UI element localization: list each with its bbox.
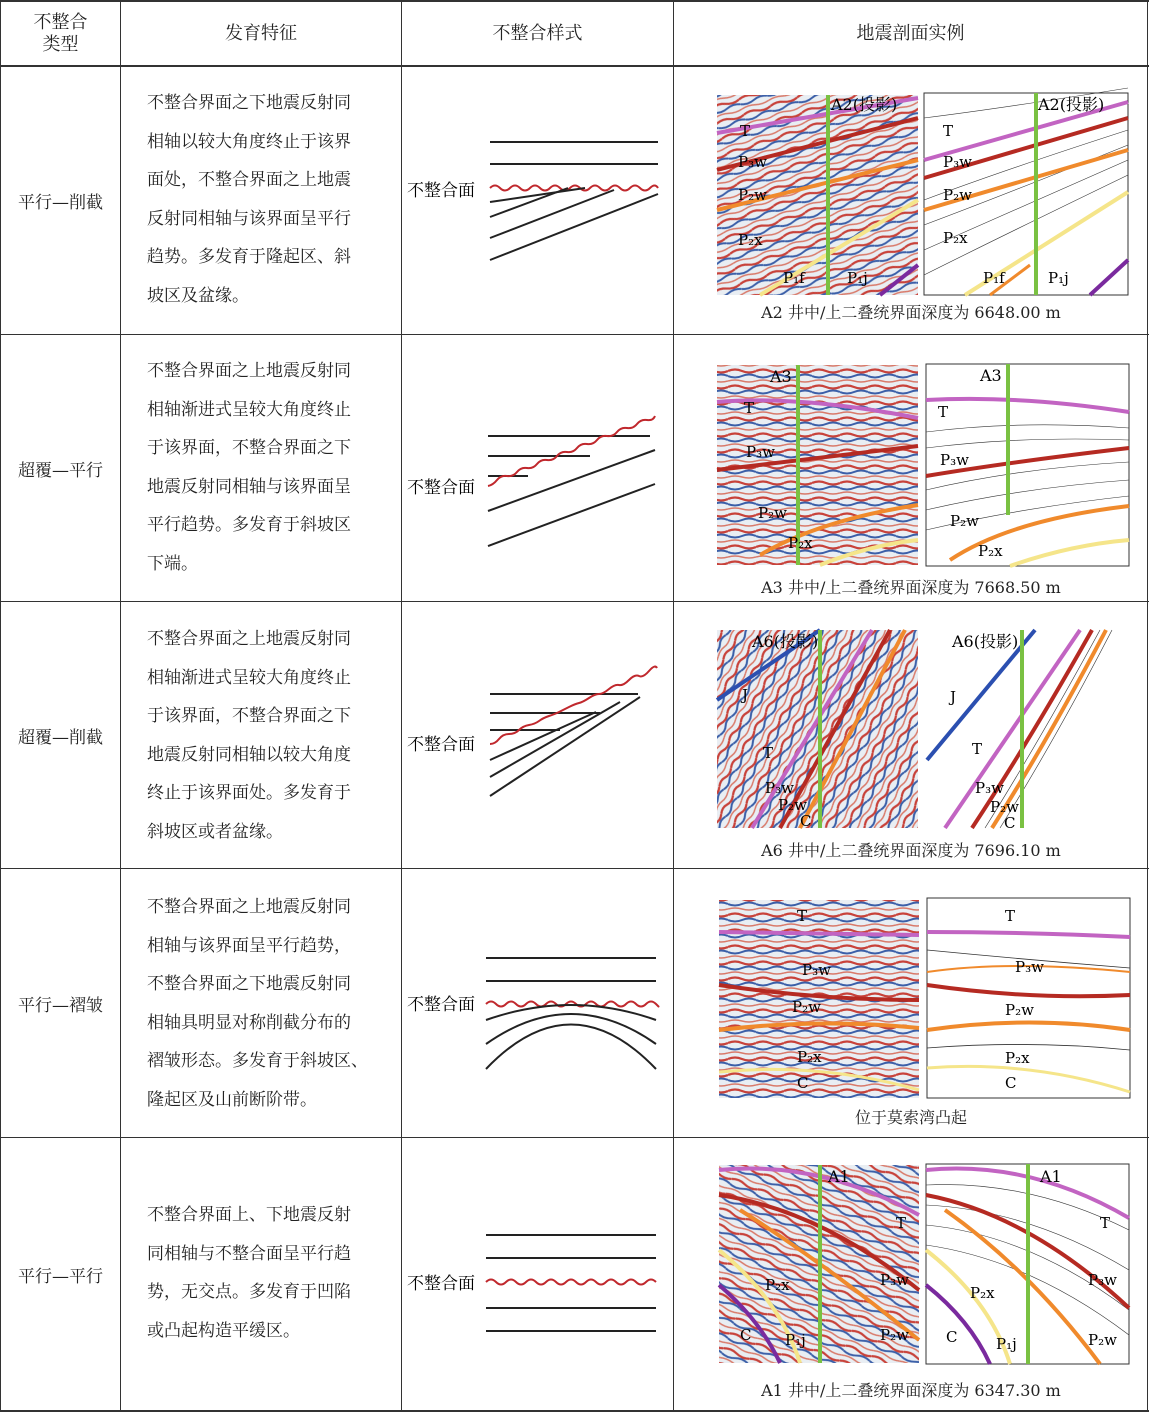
svg-text:P₂x: P₂x xyxy=(970,1284,995,1302)
svg-text:P₂x: P₂x xyxy=(978,542,1003,560)
svg-text:T: T xyxy=(740,122,751,140)
svg-text:P₃w: P₃w xyxy=(943,153,972,171)
row-description: 不整合界面之下地震反射同 相轴以较大角度终止于该界 面处，不整合界面之上地震 反射同相轴与该界面呈平行 趋势。多发育于隆起区、斜 坡区及盆缘。 xyxy=(147,93,351,306)
row-description: 不整合界面之上地震反射同 相轴渐进式呈较大角度终止 于该界面，不整合界面之下 地震反射同相轴以较大角度 终止于该界面处。多发育于 斜坡区或者盆缘。 xyxy=(147,629,351,842)
svg-text:P₂w: P₂w xyxy=(950,512,979,530)
interpretation-panel xyxy=(926,1164,1129,1364)
svg-text:P₃w: P₃w xyxy=(738,153,767,171)
svg-text:P₂w: P₂w xyxy=(880,1326,909,1344)
well-label: A2(投影) xyxy=(831,95,898,114)
svg-text:J: J xyxy=(742,686,749,704)
unconformity-label: 不整合面 xyxy=(407,478,475,498)
well-label: A3 xyxy=(770,367,792,386)
well-label: A1 xyxy=(828,1167,850,1186)
svg-text:P₃w: P₃w xyxy=(940,451,969,469)
svg-text:C: C xyxy=(1004,814,1016,832)
row-type: 超覆—平行 xyxy=(18,460,103,481)
svg-text:T: T xyxy=(943,122,954,140)
svg-text:P₃w: P₃w xyxy=(1088,1271,1117,1289)
svg-text:P₁j: P₁j xyxy=(996,1335,1017,1353)
row-description: 不整合界面之上地震反射同 相轴渐进式呈较大角度终止 于该界面，不整合界面之下 地震反射同相轴与该界面呈 平行趋势。多发育于斜坡区 下端。 xyxy=(147,361,351,574)
header-style: 不整合样式 xyxy=(492,22,583,44)
svg-text:T: T xyxy=(1005,907,1016,925)
row-type: 超覆—削截 xyxy=(18,727,103,748)
svg-text:P₃w: P₃w xyxy=(802,961,831,979)
seismic-example-a3 xyxy=(717,364,1129,566)
svg-text:C: C xyxy=(946,1328,958,1346)
svg-text:P₂w: P₂w xyxy=(1088,1331,1117,1349)
unconformity-label: 不整合面 xyxy=(407,1274,475,1294)
svg-text:C: C xyxy=(797,1074,809,1092)
example-caption: A1 井中/上二叠统界面深度为 6347.30 m xyxy=(761,1381,1061,1400)
well-label: A2(投影) xyxy=(1038,95,1105,114)
svg-text:P₁f: P₁f xyxy=(783,269,805,287)
row-description: 不整合界面上、下地震反射 同相轴与不整合面呈平行趋 势，无交点。多发育于凹陷 或凸起构造平缓区。 xyxy=(147,1205,351,1341)
svg-text:P₃w: P₃w xyxy=(975,779,1004,797)
svg-text:P₂w: P₂w xyxy=(1005,1001,1034,1019)
well-label: A6(投影) xyxy=(952,632,1019,651)
well-label: A1 xyxy=(1040,1167,1062,1186)
row-description: 不整合界面之上地震反射同 相轴与该界面呈平行趋势， 不整合界面之下地震反射同 相轴具明显对称削截分布的 褶皱形态。多发育于斜坡区、 隆起区及山前断阶带。 xyxy=(147,897,368,1110)
svg-text:T: T xyxy=(938,403,949,421)
svg-text:P₂x: P₂x xyxy=(738,231,763,249)
svg-text:P₂x: P₂x xyxy=(943,229,968,247)
seismic-example-a6 xyxy=(717,630,1112,832)
svg-text:T: T xyxy=(797,907,808,925)
svg-text:P₁j: P₁j xyxy=(1048,269,1069,287)
svg-text:P₂w: P₂w xyxy=(943,186,972,204)
svg-text:P₃w: P₃w xyxy=(880,1271,909,1289)
header-features: 发育特征 xyxy=(225,22,297,44)
svg-text:T: T xyxy=(896,1214,907,1232)
header-example: 地震剖面实例 xyxy=(856,22,965,44)
example-caption: A3 井中/上二叠统界面深度为 7668.50 m xyxy=(761,578,1061,597)
unconformity-label: 不整合面 xyxy=(407,735,475,755)
svg-text:T: T xyxy=(1100,1214,1111,1232)
svg-text:P₁j: P₁j xyxy=(785,1331,806,1349)
example-caption: A2 井中/上二叠统界面深度为 6648.00 m xyxy=(761,303,1061,322)
svg-text:P₂w: P₂w xyxy=(738,186,767,204)
well-label: A3 xyxy=(980,366,1002,385)
svg-text:P₁j: P₁j xyxy=(847,269,868,287)
interpretation-panel xyxy=(927,630,1112,832)
svg-text:P₃w: P₃w xyxy=(765,779,794,797)
example-caption: 位于莫索湾凸起 xyxy=(854,1108,967,1127)
unconformity-label: 不整合面 xyxy=(407,995,475,1015)
svg-text:P₂x: P₂x xyxy=(797,1048,822,1066)
svg-text:T: T xyxy=(972,740,983,758)
seismic-example-mosuowan xyxy=(719,898,1130,1098)
svg-text:P₂w: P₂w xyxy=(758,504,787,522)
unconformity-label: 不整合面 xyxy=(407,181,475,201)
svg-text:T: T xyxy=(744,399,755,417)
seismic-example-a1 xyxy=(719,1164,1129,1364)
svg-text:C: C xyxy=(800,812,812,830)
svg-text:J: J xyxy=(950,688,957,706)
svg-text:P₃w: P₃w xyxy=(746,443,775,461)
svg-text:P₂x: P₂x xyxy=(1005,1049,1030,1067)
svg-text:T: T xyxy=(763,744,774,762)
interpretation-panel xyxy=(927,898,1130,1098)
svg-text:P₃w: P₃w xyxy=(1015,958,1044,976)
row-type: 平行—平行 xyxy=(18,1266,103,1287)
example-caption: A6 井中/上二叠统界面深度为 7696.10 m xyxy=(761,841,1061,860)
svg-text:P₂w: P₂w xyxy=(990,798,1019,816)
row-type: 平行—褶皱 xyxy=(18,995,103,1016)
row-type: 平行—削截 xyxy=(18,192,103,213)
header-type: 不整合 类型 xyxy=(33,11,88,55)
svg-text:C: C xyxy=(1005,1074,1017,1092)
svg-text:P₂w: P₂w xyxy=(778,796,807,814)
svg-text:P₁f: P₁f xyxy=(983,269,1005,287)
svg-text:P₂x: P₂x xyxy=(765,1276,790,1294)
svg-text:C: C xyxy=(740,1326,752,1344)
svg-text:P₂x: P₂x xyxy=(788,534,813,552)
svg-text:P₂w: P₂w xyxy=(792,998,821,1016)
well-label: A6(投影) xyxy=(752,632,819,651)
seismic-example-a2 xyxy=(717,88,1128,295)
